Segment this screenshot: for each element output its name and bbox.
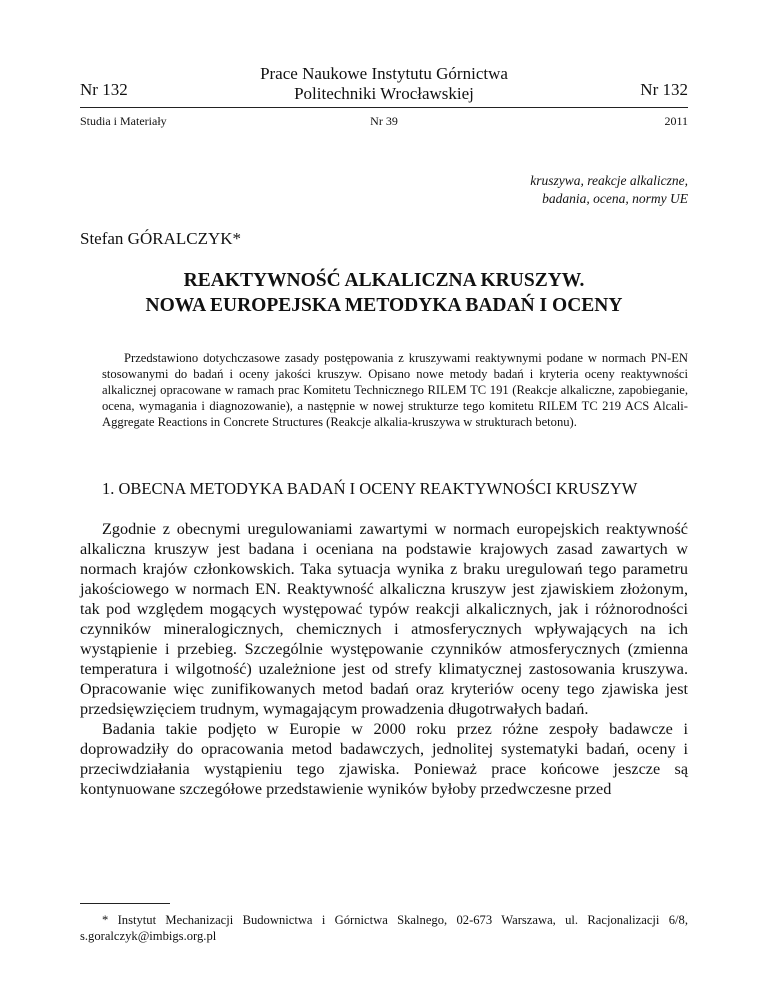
journal-title-line1: Prace Naukowe Instytutu Górnictwa bbox=[260, 64, 508, 83]
section-body bbox=[80, 519, 688, 799]
paper-title-line2: NOWA EUROPEJSKA METODYKA BADAŃ I OCENY bbox=[145, 295, 623, 316]
keywords-line2: badania, ocena, normy UE bbox=[542, 191, 688, 206]
header-issue-number-left: Nr 132 bbox=[80, 80, 128, 99]
keywords-line1: kruszywa, reakcje alkaliczne, bbox=[530, 173, 688, 188]
body-paragraph: Badania takie podjęto w Europie w 2000 roku przez różne zespoły badawcze i doprowadziły do opracowania metod badawczych, jednolitej systematyki badań, oceny i przeciwdziałania wystąpieniu tego zjawiska. Ponieważ prace końcowe jeszcze są kontynuowane szczegółowe przedstawienie wyników byłoby przedwczesne przed bbox=[80, 720, 688, 798]
footnote-divider bbox=[80, 903, 170, 904]
header-issue-number-right: Nr 132 bbox=[640, 80, 688, 99]
publication-year: 2011 bbox=[664, 114, 688, 128]
author-name: Stefan GÓRALCZYK* bbox=[80, 229, 242, 248]
paper-title bbox=[0, 268, 768, 318]
journal-title-line2: Politechniki Wrocławskiej bbox=[294, 84, 474, 103]
abstract: Przedstawiono dotychczasowe zasady postępowania z kruszywami reaktywnymi podane w normach PN-EN stosowanymi do badań i oceny jakości kruszyw. Opisano nowe metody badań i kryteria oceny reaktywności alkalicznej opracowane w ramach prac Komitetu Technicznego RILEM TC 191 (Reakcje alkaliczne, zapobieganie, ocena, wymagania i diagnozowanie), a następnie w nowej strukturze tego komitetu RILEM TC 219 ACS Alcali-Aggregate Reactions in Concrete Structures (Reakcje alkalia-kruszywa w strukturach betonu). bbox=[102, 351, 688, 429]
footnote: * Instytut Mechanizacji Budownictwa i Górnictwa Skalnego, 02-673 Warszawa, ul. Racjonalizacji 6/8, s.goralczyk@imbigs.org.pl bbox=[80, 913, 688, 943]
section-heading: 1. OBECNA METODYKA BADAŃ I OCENY REAKTYWNOŚCI KRUSZYW bbox=[102, 479, 638, 498]
series-name: Studia i Materiały bbox=[80, 114, 167, 128]
paper-title-line1: REAKTYWNOŚĆ ALKALICZNA KRUSZYW. bbox=[183, 270, 585, 291]
header-divider bbox=[80, 107, 688, 108]
series-issue: Nr 39 bbox=[370, 114, 398, 128]
body-paragraph: Zgodnie z obecnymi uregulowaniami zawartymi w normach europejskich reaktywność alkaliczna kruszyw jest badana i oceniana na podstawie krajowych zasad zawartych w normach krajów członkowskich. Taka sytuacja wynika z braku uregulowań tego parametru jakościowego w normach EN. Reaktywność alkaliczna kruszyw jest zjawiskiem złożonym, tak pod względem mogących występować typów reakcji alkalicznych, jak i różnorodności czynników mineralogicznych, chemicznych i atmosferycznych wpływających na ich wystąpienie i przebieg. Szczególnie występowanie czynników atmosferycznych (zmienna temperatura i wilgotność) uzależnione jest od strefy klimatycznej zastosowania kruszywa. Opracowanie więc zunifikowanych metod badań oraz kryteriów oceny tego zjawiska jest przedsięwzięciem trudnym, wymagającym prowadzenia długotrwałych badań. bbox=[80, 520, 688, 718]
keywords bbox=[530, 172, 688, 208]
